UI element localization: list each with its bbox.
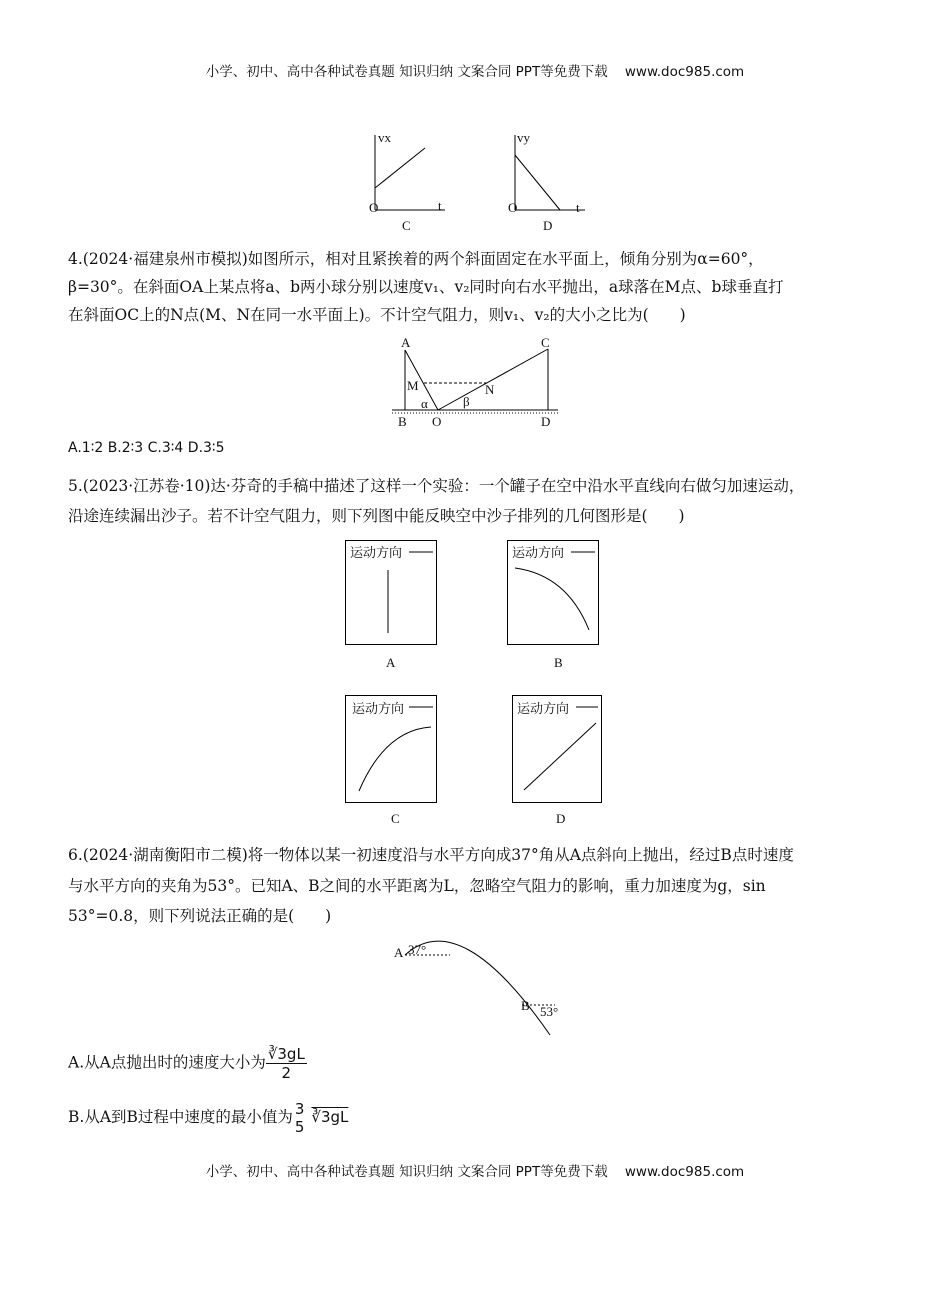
box-a-label: A	[386, 655, 396, 670]
q4-line2: β=30°。在斜面OA上某点将a、b两小球分别以速度v₁、v₂同时向右水平抛出，a球落在M点、b球垂直打	[68, 278, 784, 296]
box-d-title: 运动方向	[517, 702, 570, 717]
q6-line3: 53°=0.8，则下列说法正确的是( )	[68, 907, 332, 925]
fig-label-d: D	[541, 414, 551, 429]
header	[0, 60, 950, 80]
graph-d-origin: O	[508, 200, 518, 215]
graph-c-origin: O	[369, 200, 379, 215]
header-site[interactable]: www.doc985.com	[624, 64, 745, 80]
q6-label-a: A	[394, 945, 404, 960]
footer	[0, 1160, 950, 1180]
box-a-title: 运动方向	[350, 546, 403, 561]
fig-label-a: A	[401, 335, 411, 350]
box-c-title: 运动方向	[352, 702, 405, 717]
numerator: ∛3gL	[267, 1045, 305, 1063]
box-d-label: D	[556, 811, 566, 826]
denominator: 2	[281, 1064, 292, 1082]
denominator: 5	[294, 1118, 305, 1136]
q6-line2: 与水平方向的夹角为53°。已知A、B之间的水平距离为L，忽略空气阻力的影响，重力加速度为g，sin	[68, 877, 766, 895]
graph-d-ylabel: vy	[517, 130, 530, 145]
graph-c-xlabel: t	[438, 198, 442, 213]
fig-label-b: B	[398, 414, 407, 429]
root: ∛3gL	[311, 1108, 349, 1126]
graph-c-ylabel: vx	[378, 130, 391, 145]
fraction	[266, 1045, 307, 1082]
q4-line1: 4.(2024·福建泉州市模拟)如图所示，相对且紧挨着的两个斜面固定在水平面上，倾角分别为α=60°，	[68, 250, 764, 268]
graph-c-label: C	[402, 218, 411, 233]
q5-line2: 沿途连续漏出沙子。若不计空气阻力，则下列图中能反映空中沙子排列的几何图形是( )	[68, 507, 685, 525]
fig-label-c: C	[541, 335, 550, 350]
numerator: 3	[294, 1100, 305, 1118]
graph-d-label: D	[543, 218, 553, 233]
q6-line1: 6.(2024·湖南衡阳市二模)将一物体以某一初速度沿与水平方向成37°角从A点斜向上抛出，经过B点时速度	[68, 846, 794, 864]
box-b-title: 运动方向	[512, 546, 565, 561]
fig-label-alpha: α	[421, 396, 428, 411]
q4-options: A.1∶2 B.2∶3 C.3∶4 D.3∶5	[68, 440, 225, 456]
fraction	[293, 1100, 307, 1136]
q6-angle-b: 53°	[540, 1004, 559, 1019]
header-text: 小学、初中、高中各种试卷真题 知识归纳 文案合同 PPT等免费下载	[205, 64, 608, 80]
box-b-label: B	[554, 655, 563, 670]
q6-angle-a: 37°	[408, 942, 427, 957]
footer-text: 小学、初中、高中各种试卷真题 知识归纳 文案合同 PPT等免费下载	[205, 1164, 608, 1180]
box-c-label: C	[391, 811, 400, 826]
q6-option-b-text: B.从A到B过程中速度的最小值为	[68, 1108, 293, 1126]
graph-d-xlabel: t	[576, 200, 580, 215]
q6-option-b[interactable]	[68, 1100, 348, 1136]
q6-option-a[interactable]	[68, 1045, 307, 1082]
fig-label-o: O	[432, 414, 442, 429]
q5-line1: 5.(2023·江苏卷·10)达·芬奇的手稿中描述了这样一个实验：一个罐子在空中沿水平直线向右做匀加速运动，	[68, 477, 805, 495]
fig-label-m: M	[407, 378, 419, 393]
fig-label-beta: β	[463, 394, 470, 409]
q6-option-a-text: A.从A点抛出时的速度大小为	[68, 1053, 266, 1072]
fig-label-n: N	[485, 382, 495, 397]
q4-line3: 在斜面OC上的N点(M、N在同一水平面上)。不计空气阻力，则v₁、v₂的大小之比为( )	[68, 306, 686, 324]
footer-site[interactable]: www.doc985.com	[624, 1164, 745, 1180]
q6-label-b: B	[521, 998, 530, 1013]
